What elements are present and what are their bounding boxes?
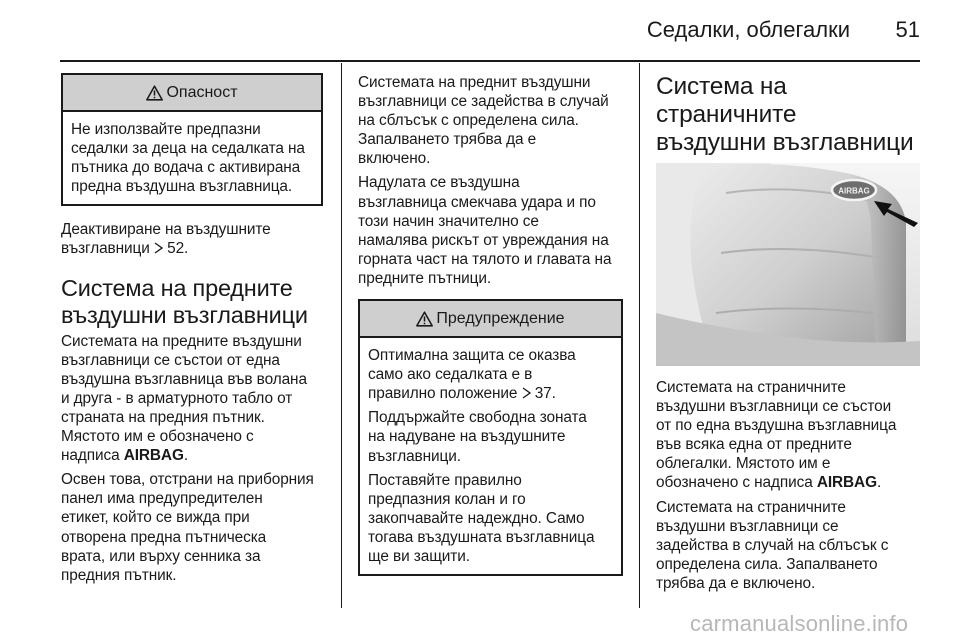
page-number: 51 (895, 17, 920, 42)
airbag-badge-label: AIRBAG (838, 186, 870, 196)
side-airbag-paragraph-2: Системата на страничните въздушни възглавници се задейства в случай на сблъсък с определена сила. Запалването трябва да е включено. (656, 498, 889, 592)
warning-item-2: Поддържайте свободна зоната на надуване на въздушните възглавници. (368, 409, 587, 465)
deactivation-note (61, 220, 323, 258)
header-divider (60, 60, 920, 62)
front-airbag-paragraph-1-tail: . (183, 447, 188, 465)
front-airbag-paragraph-1 (61, 332, 323, 466)
page-reference-arrow-icon[interactable] (154, 242, 163, 254)
front-airbag-section-title: Система на предните въздушни възглавници (61, 274, 308, 328)
warning-box (358, 299, 623, 576)
column-2 (358, 73, 623, 576)
column-3 (656, 73, 920, 598)
column-divider-right (639, 63, 640, 608)
page-reference-arrow-icon[interactable] (522, 387, 531, 399)
front-airbag-paragraph-1-text: Системата на предните въздушни възглавници се състои от една въздушна възглавница във волана и друга - в арматурното табло от страната на предния пътник. Мястото им е обозначено с надписа (61, 332, 307, 465)
warning-item-1-ref-page[interactable]: 37. (534, 385, 556, 403)
watermark: carmanualsonline.info (690, 611, 909, 636)
deactivation-ref-page[interactable]: 52. (167, 240, 189, 258)
warning-box-header (360, 301, 621, 338)
airbag-label-text: AIRBAG (123, 447, 184, 465)
side-airbag-section-title: Система на страничните въздушни възглавници (656, 73, 914, 156)
warning-item-1 (368, 346, 613, 403)
deactivation-note-text: Деактивиране на въздушните възглавници (61, 221, 271, 258)
danger-box-header (63, 75, 321, 112)
column-divider-left (341, 63, 342, 608)
danger-box-title: Опасност (166, 83, 238, 101)
warning-triangle-icon (416, 311, 433, 327)
danger-box-body (63, 112, 321, 204)
activation-paragraph: Системата на преднит въздушни възглавници се задейства в случай на сблъсък с определена сила. Запалването трябва да е включено. (358, 74, 609, 168)
warning-triangle-icon (146, 85, 163, 101)
column-1 (61, 73, 323, 590)
side-airbag-paragraph-1 (656, 378, 920, 493)
front-airbag-paragraph-2: Освен това, отстрани на приборния панел има предупредителен етикет, който се вижда при отворена предна пътническа врата, или върху сенника за предния пътник. (61, 471, 314, 584)
side-airbag-paragraph-1-tail: . (876, 474, 882, 492)
airbag-label-text: AIRBAG (816, 474, 877, 492)
warning-box-body (360, 338, 621, 574)
seat-side-airbag-illustration (656, 163, 920, 366)
danger-box (61, 73, 323, 206)
danger-box-text: Не използвайте предпазни седалки за деца на седалката на пътника до водача с активирана предна въздушна възглавница. (71, 121, 305, 196)
side-airbag-paragraph-1-text: Системата на страничните въздушни възглавници се състои от по една въздушна възглавница във всяка една от предните облегалки. Мястото им е обозначено с надписа (656, 379, 897, 492)
chapter-title: Седалки, облегалки (646, 17, 850, 42)
warning-box-title: Предупреждение (436, 309, 565, 327)
warning-item-3: Поставяйте правилно предпазния колан и го закопчавайте надеждно. Само тогава въздушната възглавница ще ви защити. (368, 471, 595, 565)
inflation-paragraph: Надулата се въздушна възглавница смекчава удара и по този начин значително се намалява рискът от увреждания на горната част на тялото и главата на предните пътници. (358, 174, 612, 287)
warning-item-1-text: Оптимална защита се оказва само ако седалката е в правилно положение (368, 347, 576, 403)
